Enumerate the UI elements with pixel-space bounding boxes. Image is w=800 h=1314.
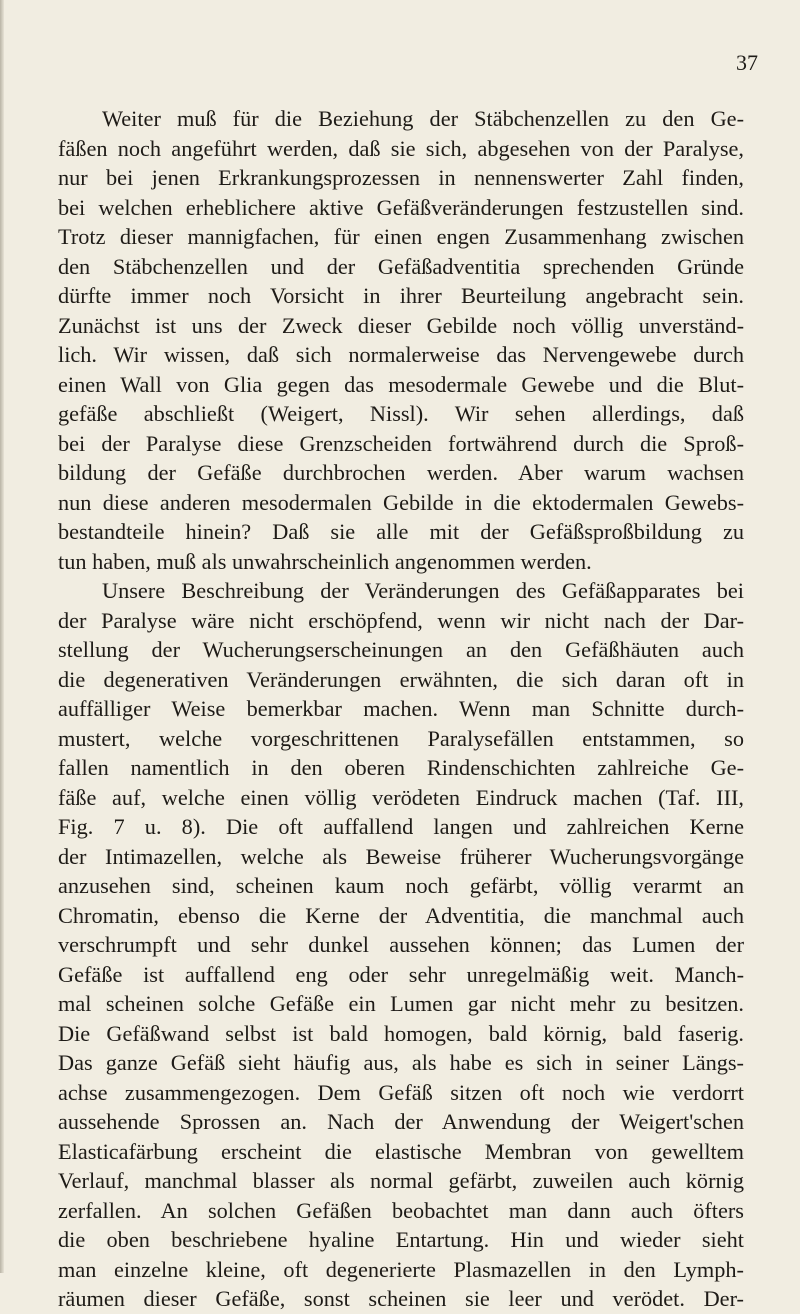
page-edge (0, 0, 4, 1273)
text-line: den Stäbchenzellen und der Gefäßadventitia sprechenden Gründe (58, 253, 744, 279)
text-line: aussehende Sprossen an. Nach der Anwendung der Weigert'schen (58, 1109, 744, 1134)
text-line: Gefäße ist auffallend eng oder sehr unregelmäßig weit. Manch- (58, 961, 744, 987)
text-line: Unsere Beschreibung der Veränderungen des Gefäßapparates bei (102, 578, 744, 603)
text-line: bestandteile hinein? Daß sie alle mit der Gefäßsproßbildung zu (58, 519, 744, 544)
text-line: Verlauf, manchmal blasser als normal gefärbt, zuweilen auch körnig (58, 1168, 744, 1193)
text-line: fäßen noch angeführt werden, daß sie sich, abgesehen von der Paralyse, (58, 135, 744, 161)
text-line: Weiter muß für die Beziehung der Stäbchenzellen zu den Ge- (102, 106, 744, 131)
text-line: fallen namentlich in den oberen Rindenschichten zahlreiche Ge- (58, 755, 744, 780)
text-line: Das ganze Gefäß sieht häufig aus, als habe es sich in seiner Längs- (58, 1050, 744, 1075)
text-line: zerfallen. An solchen Gefäßen beobachtet man dann auch öfters (58, 1197, 744, 1223)
text-line: Trotz dieser mannigfachen, für einen engen Zusammenhang zwischen (58, 224, 744, 249)
text-line: Die Gefäßwand selbst ist bald homogen, bald körnig, bald faserig. (58, 1020, 744, 1046)
text-line: fäße auf, welche einen völlig verödeten Eindruck machen (Taf. III, (58, 784, 744, 810)
text-line: Elasticafärbung erscheint die elastische Membran von gewelltem (58, 1138, 744, 1164)
text-line: die degenerativen Veränderungen erwähnten, die sich daran oft in (58, 666, 744, 692)
text-line: Fig. 7 u. 8). Die oft auffallend langen und zahlreichen Kerne (58, 814, 744, 839)
text-line: räumen dieser Gefäße, sonst scheinen sie leer und verödet. Der- (58, 1286, 744, 1311)
text-line: mal scheinen solche Gefäße ein Lumen gar nicht mehr zu besitzen. (58, 991, 744, 1016)
text-line: dürfte immer noch Vorsicht in ihrer Beurteilung angebracht sein. (58, 283, 744, 308)
text-line: man einzelne kleine, oft degenerierte Plasmazellen in den Lymph- (58, 1256, 744, 1282)
text-line: die oben beschriebene hyaline Entartung. Hin und wieder sieht (58, 1227, 744, 1252)
text-line: der Intimazellen, welche als Beweise früherer Wucherungsvorgänge (58, 843, 744, 869)
text-line: auffälliger Weise bemerkbar machen. Wenn man Schnitte durch- (58, 696, 744, 721)
text-line: Chromatin, ebenso die Kerne der Adventitia, die manchmal auch (58, 902, 744, 928)
text-line: mustert, welche vorgeschrittenen Paralysefällen entstammen, so (58, 725, 744, 751)
text-line: bei welchen erheblichere aktive Gefäßveränderungen festzustellen sind. (58, 194, 744, 220)
text-line: bildung der Gefäße durchbrochen werden. Aber warum wachsen (58, 460, 744, 485)
text-line: bei der Paralyse diese Grenzscheiden fortwährend durch die Sproß- (58, 430, 744, 456)
text-line: tun haben, muß als unwahrscheinlich angenommen werden. (58, 548, 592, 574)
text-line: verschrumpft und sehr dunkel aussehen können; das Lumen der (58, 932, 744, 957)
text-line: Zunächst ist uns der Zweck dieser Gebilde noch völlig unverständ- (58, 312, 744, 338)
body-text (58, 104, 744, 1314)
text-line: nur bei jenen Erkrankungsprozessen in nennenswerter Zahl finden, (58, 165, 744, 190)
text-line: nun diese anderen mesodermalen Gebilde in die ektodermalen Gewebs- (58, 489, 744, 515)
text-line: einen Wall von Glia gegen das mesodermale Gewebe und die Blut- (58, 371, 744, 397)
text-line: lich. Wir wissen, daß sich normalerweise das Nervengewebe durch (58, 342, 744, 367)
page-number: 37 (736, 50, 758, 75)
text-line: achse zusammengezogen. Dem Gefäß sitzen oft noch wie verdorrt (58, 1079, 744, 1105)
text-line: stellung der Wucherungserscheinungen an den Gefäßhäuten auch (58, 637, 744, 662)
text-line: anzusehen sind, scheinen kaum noch gefärbt, völlig verarmt an (58, 873, 744, 898)
text-line: gefäße abschließt (Weigert, Nissl). Wir sehen allerdings, daß (58, 401, 744, 426)
text-line: der Paralyse wäre nicht erschöpfend, wenn wir nicht nach der Dar- (58, 607, 744, 633)
